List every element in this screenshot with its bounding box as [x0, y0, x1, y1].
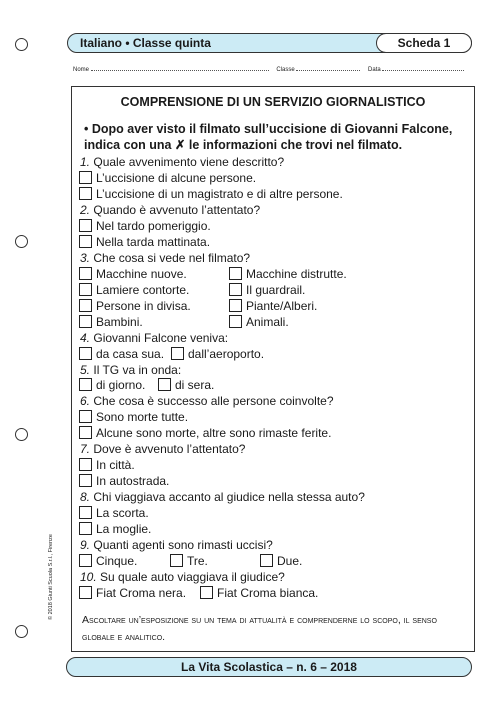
answer-option: La scorta.	[96, 506, 149, 520]
nome-label: Nome	[73, 67, 90, 73]
answer-option: Piante/Alberi.	[246, 299, 318, 313]
name-row	[73, 66, 473, 73]
classe-field[interactable]	[296, 66, 360, 71]
answer-checkbox[interactable]	[79, 426, 92, 439]
answer-checkbox[interactable]	[229, 299, 242, 312]
copyright-notice: © 2018 Giunti Scuola S.r.l., Firenze	[48, 534, 54, 620]
answer-checkbox[interactable]	[79, 506, 92, 519]
answer-checkbox[interactable]	[170, 554, 183, 567]
answer-option: Due.	[277, 554, 303, 568]
worksheet-title: COMPRENSIONE DI UN SERVIZIO GIORNALISTICO	[120, 95, 426, 109]
answer-checkbox[interactable]	[79, 458, 92, 471]
answer-checkbox[interactable]	[79, 171, 92, 184]
question: 9. Quanti agenti sono rimasti uccisi?	[80, 538, 273, 552]
answer-checkbox[interactable]	[200, 586, 213, 599]
scheda-label: Scheda 1	[376, 33, 472, 53]
answer-checkbox[interactable]	[171, 347, 184, 360]
answer-option: Animali.	[246, 315, 289, 329]
answer-option: Nella tarda mattinata.	[96, 235, 211, 249]
answer-checkbox[interactable]	[79, 219, 92, 232]
answer-checkbox[interactable]	[79, 299, 92, 312]
answer-checkbox[interactable]	[79, 187, 92, 200]
answer-checkbox[interactable]	[79, 554, 92, 567]
answer-option: Nel tardo pomeriggio.	[96, 219, 211, 233]
binder-hole	[15, 625, 28, 638]
question: 4. Giovanni Falcone veniva:	[80, 331, 229, 345]
question: 7. Dove è avvenuto l’attentato?	[80, 442, 246, 456]
header-bar	[67, 33, 472, 53]
answer-option: Cinque.	[96, 554, 138, 568]
answer-checkbox[interactable]	[260, 554, 273, 567]
answer-option: In città.	[96, 458, 135, 472]
data-label: Data	[368, 67, 381, 73]
answer-option: di giorno.	[96, 378, 146, 392]
answer-option: di sera.	[175, 378, 215, 392]
answer-checkbox[interactable]	[229, 267, 242, 280]
question: 8. Chi viaggiava accanto al giudice nella stessa auto?	[80, 490, 365, 504]
answer-option: L’uccisione di un magistrato e di altre persone.	[96, 187, 343, 201]
answer-checkbox[interactable]	[79, 267, 92, 280]
answer-option: Il guardrail.	[246, 283, 306, 297]
answer-option: La moglie.	[96, 522, 152, 536]
worksheet-box	[71, 86, 475, 652]
answer-option: dall’aeroporto.	[188, 347, 265, 361]
answer-checkbox[interactable]	[79, 378, 92, 391]
question: 5. Il TG va in onda:	[80, 363, 182, 377]
answer-checkbox[interactable]	[79, 347, 92, 360]
question: 3. Che cosa si vede nel filmato?	[80, 251, 251, 265]
answer-option: Macchine nuove.	[96, 267, 187, 281]
answer-option: Alcune sono morte, altre sono rimaste ferite.	[96, 426, 332, 440]
data-field[interactable]	[382, 66, 464, 71]
answer-option: Bambini.	[96, 315, 143, 329]
answer-checkbox[interactable]	[79, 410, 92, 423]
binder-hole	[15, 38, 28, 51]
answer-checkbox[interactable]	[229, 283, 242, 296]
question: 2. Quando è avvenuto l’attentato?	[80, 203, 261, 217]
question: 6. Che cosa è successo alle persone coinvolte?	[80, 394, 334, 408]
learning-objective: Ascoltare un’esposizione su un tema di attualità e comprenderne lo scopo, il senso globale e analitico.	[82, 614, 437, 643]
answer-option: In autostrada.	[96, 474, 170, 488]
answer-option: Macchine distrutte.	[246, 267, 347, 281]
binder-hole	[15, 428, 28, 441]
answer-option: L’uccisione di alcune persone.	[96, 171, 257, 185]
instructions: • Dopo aver visto il filmato sull’uccisione di Giovanni Falcone, indica con una ✗ le informazioni che trovi nel filmato.	[84, 122, 453, 152]
answer-option: Fiat Croma bianca.	[217, 586, 319, 600]
answer-checkbox[interactable]	[79, 315, 92, 328]
binder-hole	[15, 235, 28, 248]
nome-field[interactable]	[91, 66, 269, 71]
answer-option: Sono morte tutte.	[96, 410, 189, 424]
header-title: Italiano • Classe quinta	[80, 36, 211, 50]
answer-checkbox[interactable]	[158, 378, 171, 391]
answer-checkbox[interactable]	[79, 522, 92, 535]
answer-option: Fiat Croma nera.	[96, 586, 187, 600]
answer-checkbox[interactable]	[79, 235, 92, 248]
footer-bar: La Vita Scolastica – n. 6 – 2018	[66, 657, 472, 677]
question: 1. Quale avvenimento viene descritto?	[80, 155, 285, 169]
classe-label: Classe	[276, 67, 295, 73]
answer-option: Persone in divisa.	[96, 299, 191, 313]
answer-checkbox[interactable]	[229, 315, 242, 328]
answer-option: Tre.	[187, 554, 208, 568]
question: 10. Su quale auto viaggiava il giudice?	[80, 570, 285, 584]
answer-checkbox[interactable]	[79, 283, 92, 296]
answer-option: Lamiere contorte.	[96, 283, 190, 297]
answer-option: da casa sua.	[96, 347, 165, 361]
answer-checkbox[interactable]	[79, 474, 92, 487]
answer-checkbox[interactable]	[79, 586, 92, 599]
